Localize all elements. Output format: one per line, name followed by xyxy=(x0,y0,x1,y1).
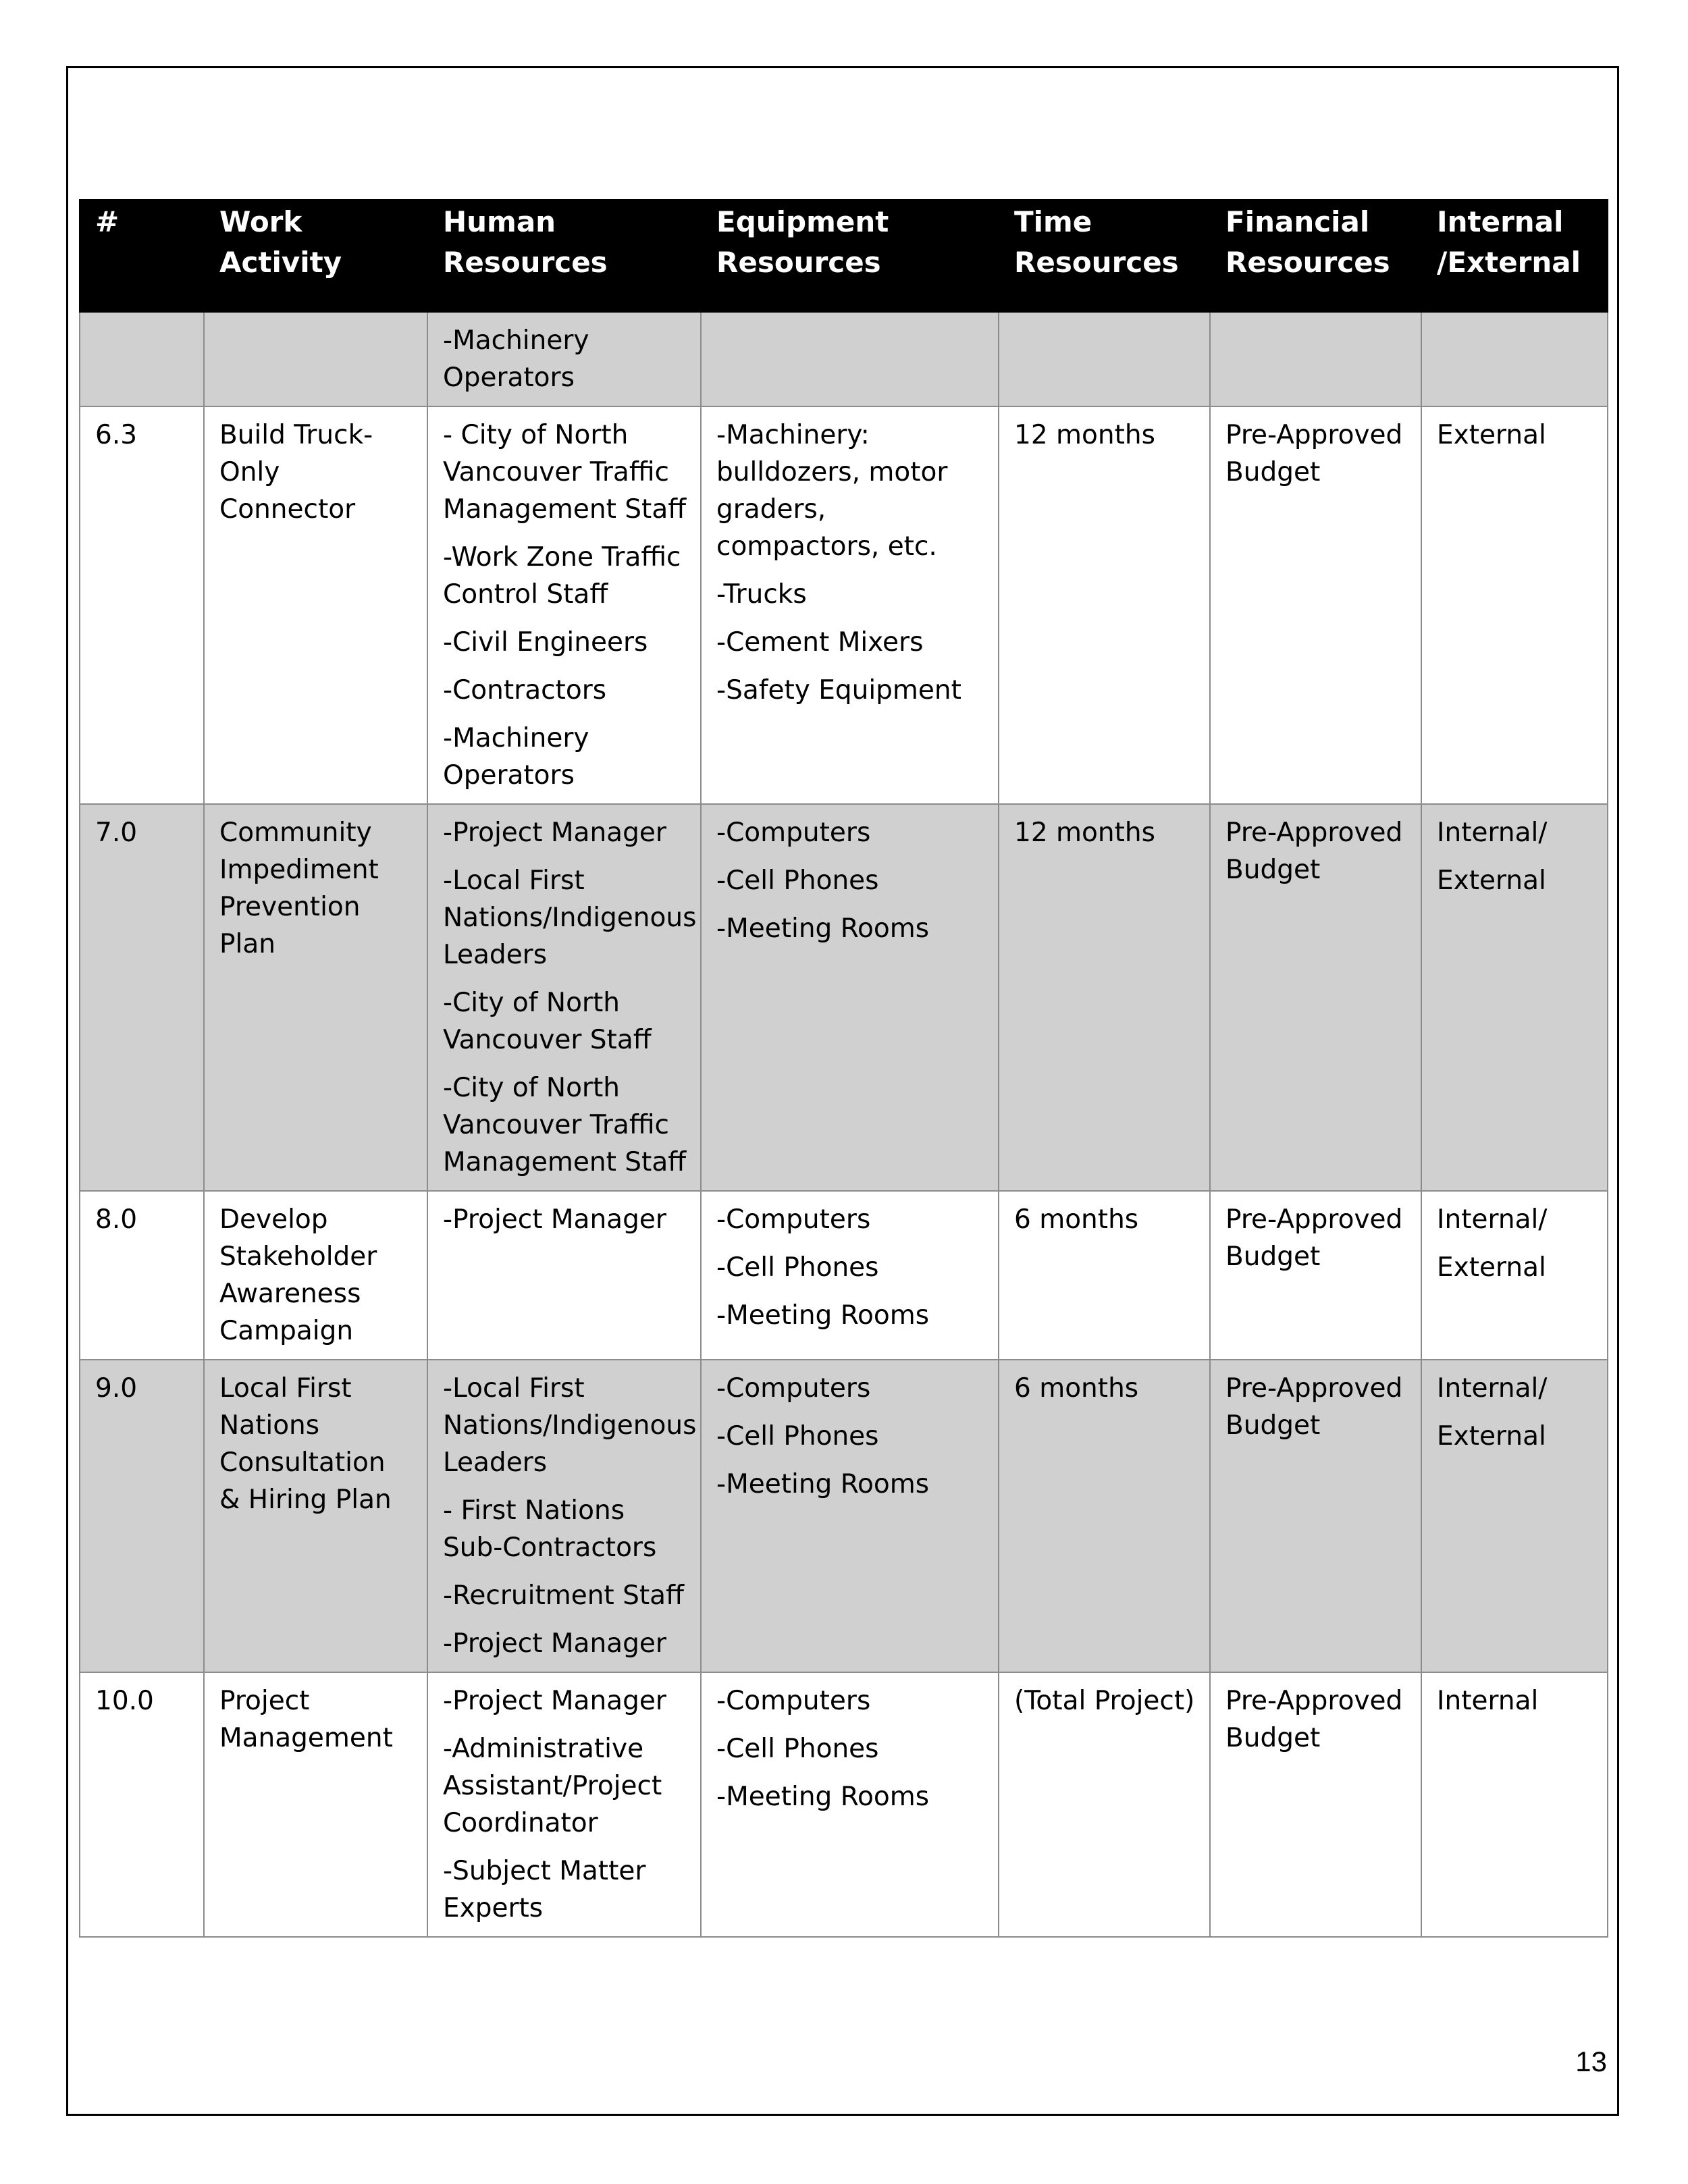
cell-human-resources-item: -Machinery Operators xyxy=(443,325,589,393)
cell-human-resources-item: -Project Manager xyxy=(443,818,666,848)
cell-human-resources-item: -Administrative Assistant/Project Coordinator xyxy=(443,1734,662,1838)
cell-human-resources-item: -Work Zone Traffic Control Staff xyxy=(443,542,681,610)
cell-time-resources: (Total Project) xyxy=(999,1672,1210,1937)
cell-equipment-resources xyxy=(701,312,999,406)
cell-financial-resources: Pre-Approved Budget xyxy=(1210,1191,1421,1360)
table-row xyxy=(80,406,1608,804)
cell-human-resources-item: -City of North Vancouver Staff xyxy=(443,988,652,1055)
cell-equipment-resources xyxy=(701,406,999,804)
cell-human-resources-item: - First Nations Sub-Contractors xyxy=(443,1495,657,1563)
table-row xyxy=(80,1360,1608,1672)
cell-equipment-resources-item: -Cement Mixers xyxy=(716,627,924,658)
cell-financial-resources xyxy=(1210,312,1421,406)
cell-human-resources-item: -Contractors xyxy=(443,675,607,705)
cell-equipment-resources xyxy=(701,1360,999,1672)
cell-equipment-resources-item: -Safety Equipment xyxy=(716,675,961,705)
cell-time-resources: 12 months xyxy=(999,406,1210,804)
cell-human-resources xyxy=(427,804,701,1191)
cell-internal-external xyxy=(1421,1191,1608,1360)
header-equipment-resources: Equipment Resources xyxy=(701,200,999,312)
cell-internal-external xyxy=(1421,1672,1608,1937)
table-row xyxy=(80,312,1608,406)
cell-time-resources: 6 months xyxy=(999,1191,1210,1360)
cell-equipment-resources-item: -Meeting Rooms xyxy=(716,1782,930,1812)
resource-table xyxy=(79,199,1608,1938)
cell-human-resources xyxy=(427,1360,701,1672)
table-header-row xyxy=(80,200,1608,312)
cell-internal-external xyxy=(1421,312,1608,406)
cell-equipment-resources-item: -Cell Phones xyxy=(716,865,879,896)
cell-internal-external xyxy=(1421,1360,1608,1672)
cell-human-resources xyxy=(427,1672,701,1937)
cell-human-resources-item: -Project Manager xyxy=(443,1204,666,1235)
header-financial-resources: Financial Resources xyxy=(1210,200,1421,312)
cell-equipment-resources-item: -Cell Phones xyxy=(716,1252,879,1283)
cell-internal-external-item: Internal/ xyxy=(1437,818,1548,848)
cell-equipment-resources-item: -Computers xyxy=(716,1373,871,1404)
cell-internal-external-item: External xyxy=(1437,865,1546,896)
cell-work-activity: Develop Stakeholder Awareness Campaign xyxy=(204,1191,427,1360)
cell-equipment-resources-item: -Cell Phones xyxy=(716,1421,879,1451)
cell-equipment-resources-item: -Meeting Rooms xyxy=(716,913,930,944)
cell-work-activity xyxy=(204,312,427,406)
cell-work-activity: Community Impediment Prevention Plan xyxy=(204,804,427,1191)
cell-work-activity: Local First Nations Consultation & Hiring Plan xyxy=(204,1360,427,1672)
cell-financial-resources: Pre-Approved Budget xyxy=(1210,1360,1421,1672)
cell-internal-external-item: External xyxy=(1437,1421,1546,1451)
table-body xyxy=(80,312,1608,1937)
cell-equipment-resources-item: -Computers xyxy=(716,1686,871,1716)
cell-human-resources-item: -Project Manager xyxy=(443,1686,666,1716)
cell-time-resources: 6 months xyxy=(999,1360,1210,1672)
cell-human-resources-item: -Subject Matter Experts xyxy=(443,1856,646,1923)
cell-time-resources: 12 months xyxy=(999,804,1210,1191)
cell-equipment-resources-item: -Computers xyxy=(716,818,871,848)
cell-equipment-resources-item: -Cell Phones xyxy=(716,1734,879,1764)
cell-equipment-resources xyxy=(701,1672,999,1937)
cell-human-resources-item: - City of North Vancouver Traffic Management Staff xyxy=(443,420,687,525)
cell-internal-external xyxy=(1421,804,1608,1191)
table-row xyxy=(80,804,1608,1191)
cell-equipment-resources-item: -Meeting Rooms xyxy=(716,1300,930,1331)
page-number: 13 xyxy=(1575,2046,1607,2077)
cell-equipment-resources-item: -Machinery: bulldozers, motor graders, compactors, etc. xyxy=(716,420,948,562)
table-row xyxy=(80,1672,1608,1937)
cell-human-resources xyxy=(427,1191,701,1360)
cell-internal-external-item: Internal xyxy=(1437,1686,1539,1716)
cell-internal-external-item: Internal/ xyxy=(1437,1373,1548,1404)
cell-number: 6.3 xyxy=(80,406,204,804)
cell-internal-external-item: External xyxy=(1437,1252,1546,1283)
cell-time-resources xyxy=(999,312,1210,406)
header-work-activity: Work Activity xyxy=(204,200,427,312)
header-internal-external: Internal /External xyxy=(1421,200,1608,312)
cell-equipment-resources-item: -Trucks xyxy=(716,579,807,610)
cell-work-activity: Project Management xyxy=(204,1672,427,1937)
cell-financial-resources: Pre-Approved Budget xyxy=(1210,406,1421,804)
header-number: # xyxy=(80,200,204,312)
cell-equipment-resources xyxy=(701,804,999,1191)
cell-human-resources-item: -Local First Nations/Indigenous Leaders xyxy=(443,865,697,970)
cell-human-resources-item: -Machinery Operators xyxy=(443,723,589,791)
cell-number: 7.0 xyxy=(80,804,204,1191)
cell-human-resources xyxy=(427,406,701,804)
cell-equipment-resources-item: -Meeting Rooms xyxy=(716,1469,930,1499)
cell-equipment-resources xyxy=(701,1191,999,1360)
cell-number: 9.0 xyxy=(80,1360,204,1672)
cell-human-resources-item: -Civil Engineers xyxy=(443,627,648,658)
header-human-resources: Human Resources xyxy=(427,200,701,312)
cell-financial-resources: Pre-Approved Budget xyxy=(1210,804,1421,1191)
cell-number: 8.0 xyxy=(80,1191,204,1360)
cell-human-resources-item: -Local First Nations/Indigenous Leaders xyxy=(443,1373,697,1478)
cell-internal-external-item: External xyxy=(1437,420,1546,450)
cell-financial-resources: Pre-Approved Budget xyxy=(1210,1672,1421,1937)
cell-internal-external-item: Internal/ xyxy=(1437,1204,1548,1235)
cell-work-activity: Build Truck-Only Connector xyxy=(204,406,427,804)
cell-number: 10.0 xyxy=(80,1672,204,1937)
cell-internal-external xyxy=(1421,406,1608,804)
cell-human-resources-item: -Recruitment Staff xyxy=(443,1580,684,1611)
cell-equipment-resources-item: -Computers xyxy=(716,1204,871,1235)
header-time-resources: Time Resources xyxy=(999,200,1210,312)
cell-human-resources-item: -City of North Vancouver Traffic Management Staff xyxy=(443,1073,687,1177)
cell-number xyxy=(80,312,204,406)
cell-human-resources xyxy=(427,312,701,406)
cell-human-resources-item: -Project Manager xyxy=(443,1628,666,1659)
table-row xyxy=(80,1191,1608,1360)
